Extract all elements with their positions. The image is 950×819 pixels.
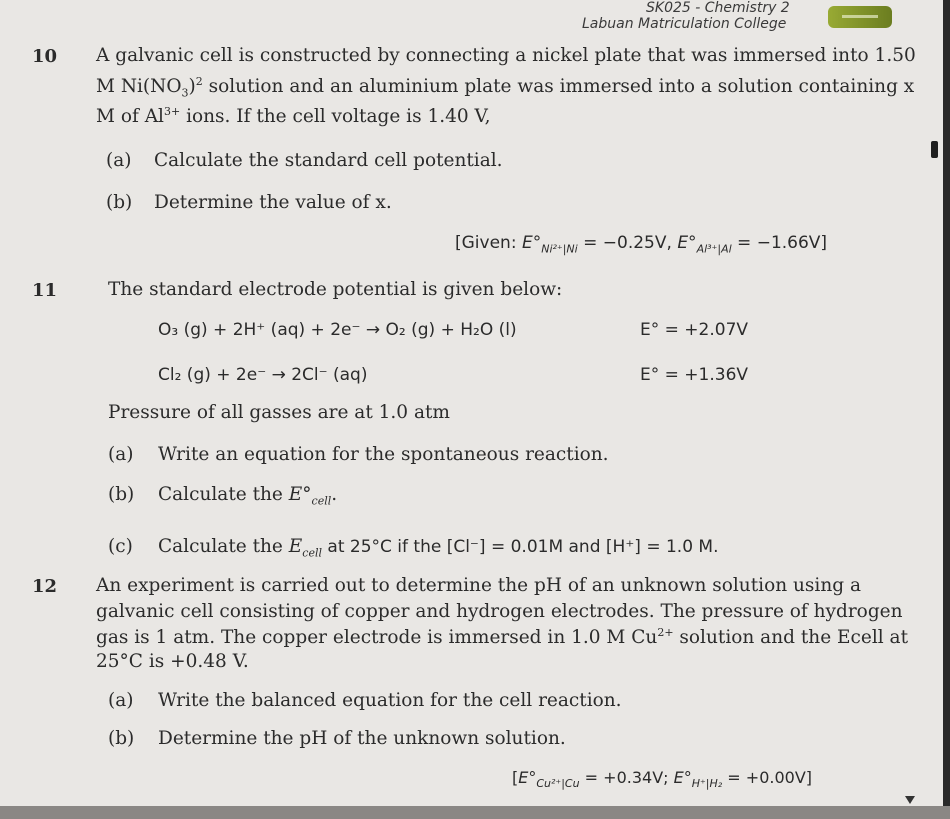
q11c-label: (c) — [108, 536, 133, 557]
q10b-text: Determine the value of x. — [154, 192, 392, 213]
margin-mark — [931, 141, 938, 158]
page-edge-shadow — [943, 0, 950, 819]
q10a-label: (a) — [106, 150, 132, 171]
q11b-label: (b) — [108, 484, 135, 505]
q11-intro: The standard electrode potential is given below: — [108, 279, 563, 300]
q10-line1: A galvanic cell is constructed by connecting a nickel plate that was immersed into 1.50 — [96, 45, 916, 66]
q12a-text: Write the balanced equation for the cell reaction. — [158, 690, 622, 711]
q11-number: 11 — [32, 280, 58, 301]
q12-line4: 25°C is +0.48 V. — [96, 651, 249, 672]
scroll-indicator-icon — [905, 796, 915, 804]
q12-line1: An experiment is carried out to determine the pH of an unknown solution using a — [96, 575, 861, 596]
q12-number: 12 — [32, 576, 58, 597]
q12-line3: gas is 1 atm. The copper electrode is immersed in 1.0 M $Cu^{2+}$ solution and the Ecell at — [96, 625, 909, 648]
q10-line3: M of $Al^{3+}$ ions. If the cell voltage is 1.40 V, — [96, 104, 491, 127]
q12b-text: Determine the pH of the unknown solution. — [158, 728, 566, 749]
q10-line2: M $Ni(NO_3)^2$ solution and an aluminium plate was immersed into a solution containing x — [96, 74, 915, 100]
q12-line2: galvanic cell consisting of copper and hydrogen electrodes. The pressure of hydrogen — [96, 601, 903, 622]
college-name: Labuan Matriculation College — [582, 16, 787, 32]
bottom-edge-bar — [0, 806, 950, 819]
q11a-label: (a) — [108, 444, 134, 465]
q12-given: [$E^\circ_{Cu^{2+}|Cu} = +0.34V$; $E^\circ_{H^+|H_2} = +0.00V$] — [512, 768, 812, 791]
q11b-text: Calculate the $E^\circ_{cell}$. — [158, 484, 338, 508]
course-code: SK025 - Chemistry 2 — [646, 0, 790, 16]
q11c-text: Calculate the $E_{cell}$ at 25°C if the [Cl⁻] = 0.01M and [H⁺] = 1.0 M. — [158, 536, 719, 560]
q11-reaction-2-potential: E° = +1.36V — [640, 365, 749, 385]
q11-reaction-1-potential: E° = +2.07V — [640, 320, 749, 340]
q10b-label: (b) — [106, 192, 133, 213]
q11-pressure: Pressure of all gasses are at 1.0 atm — [108, 402, 450, 423]
college-logo — [828, 6, 892, 28]
q12a-label: (a) — [108, 690, 134, 711]
q11a-text: Write an equation for the spontaneous reaction. — [158, 444, 609, 465]
q10-given: [Given: $E^\circ_{Ni^{2+}|Ni} = -0.25V$, $E^\circ_{Al^{3+}|Al} = -1.66V$] — [455, 233, 828, 256]
q10a-text: Calculate the standard cell potential. — [154, 150, 503, 171]
q12b-label: (b) — [108, 728, 135, 749]
q11-reaction-1: O₃ (g) + 2H⁺ (aq) + 2e⁻ → O₂ (g) + H₂O (l) — [158, 320, 517, 340]
q11-reaction-2: Cl₂ (g) + 2e⁻ → 2Cl⁻ (aq) — [158, 365, 368, 385]
q10-number: 10 — [32, 46, 58, 67]
